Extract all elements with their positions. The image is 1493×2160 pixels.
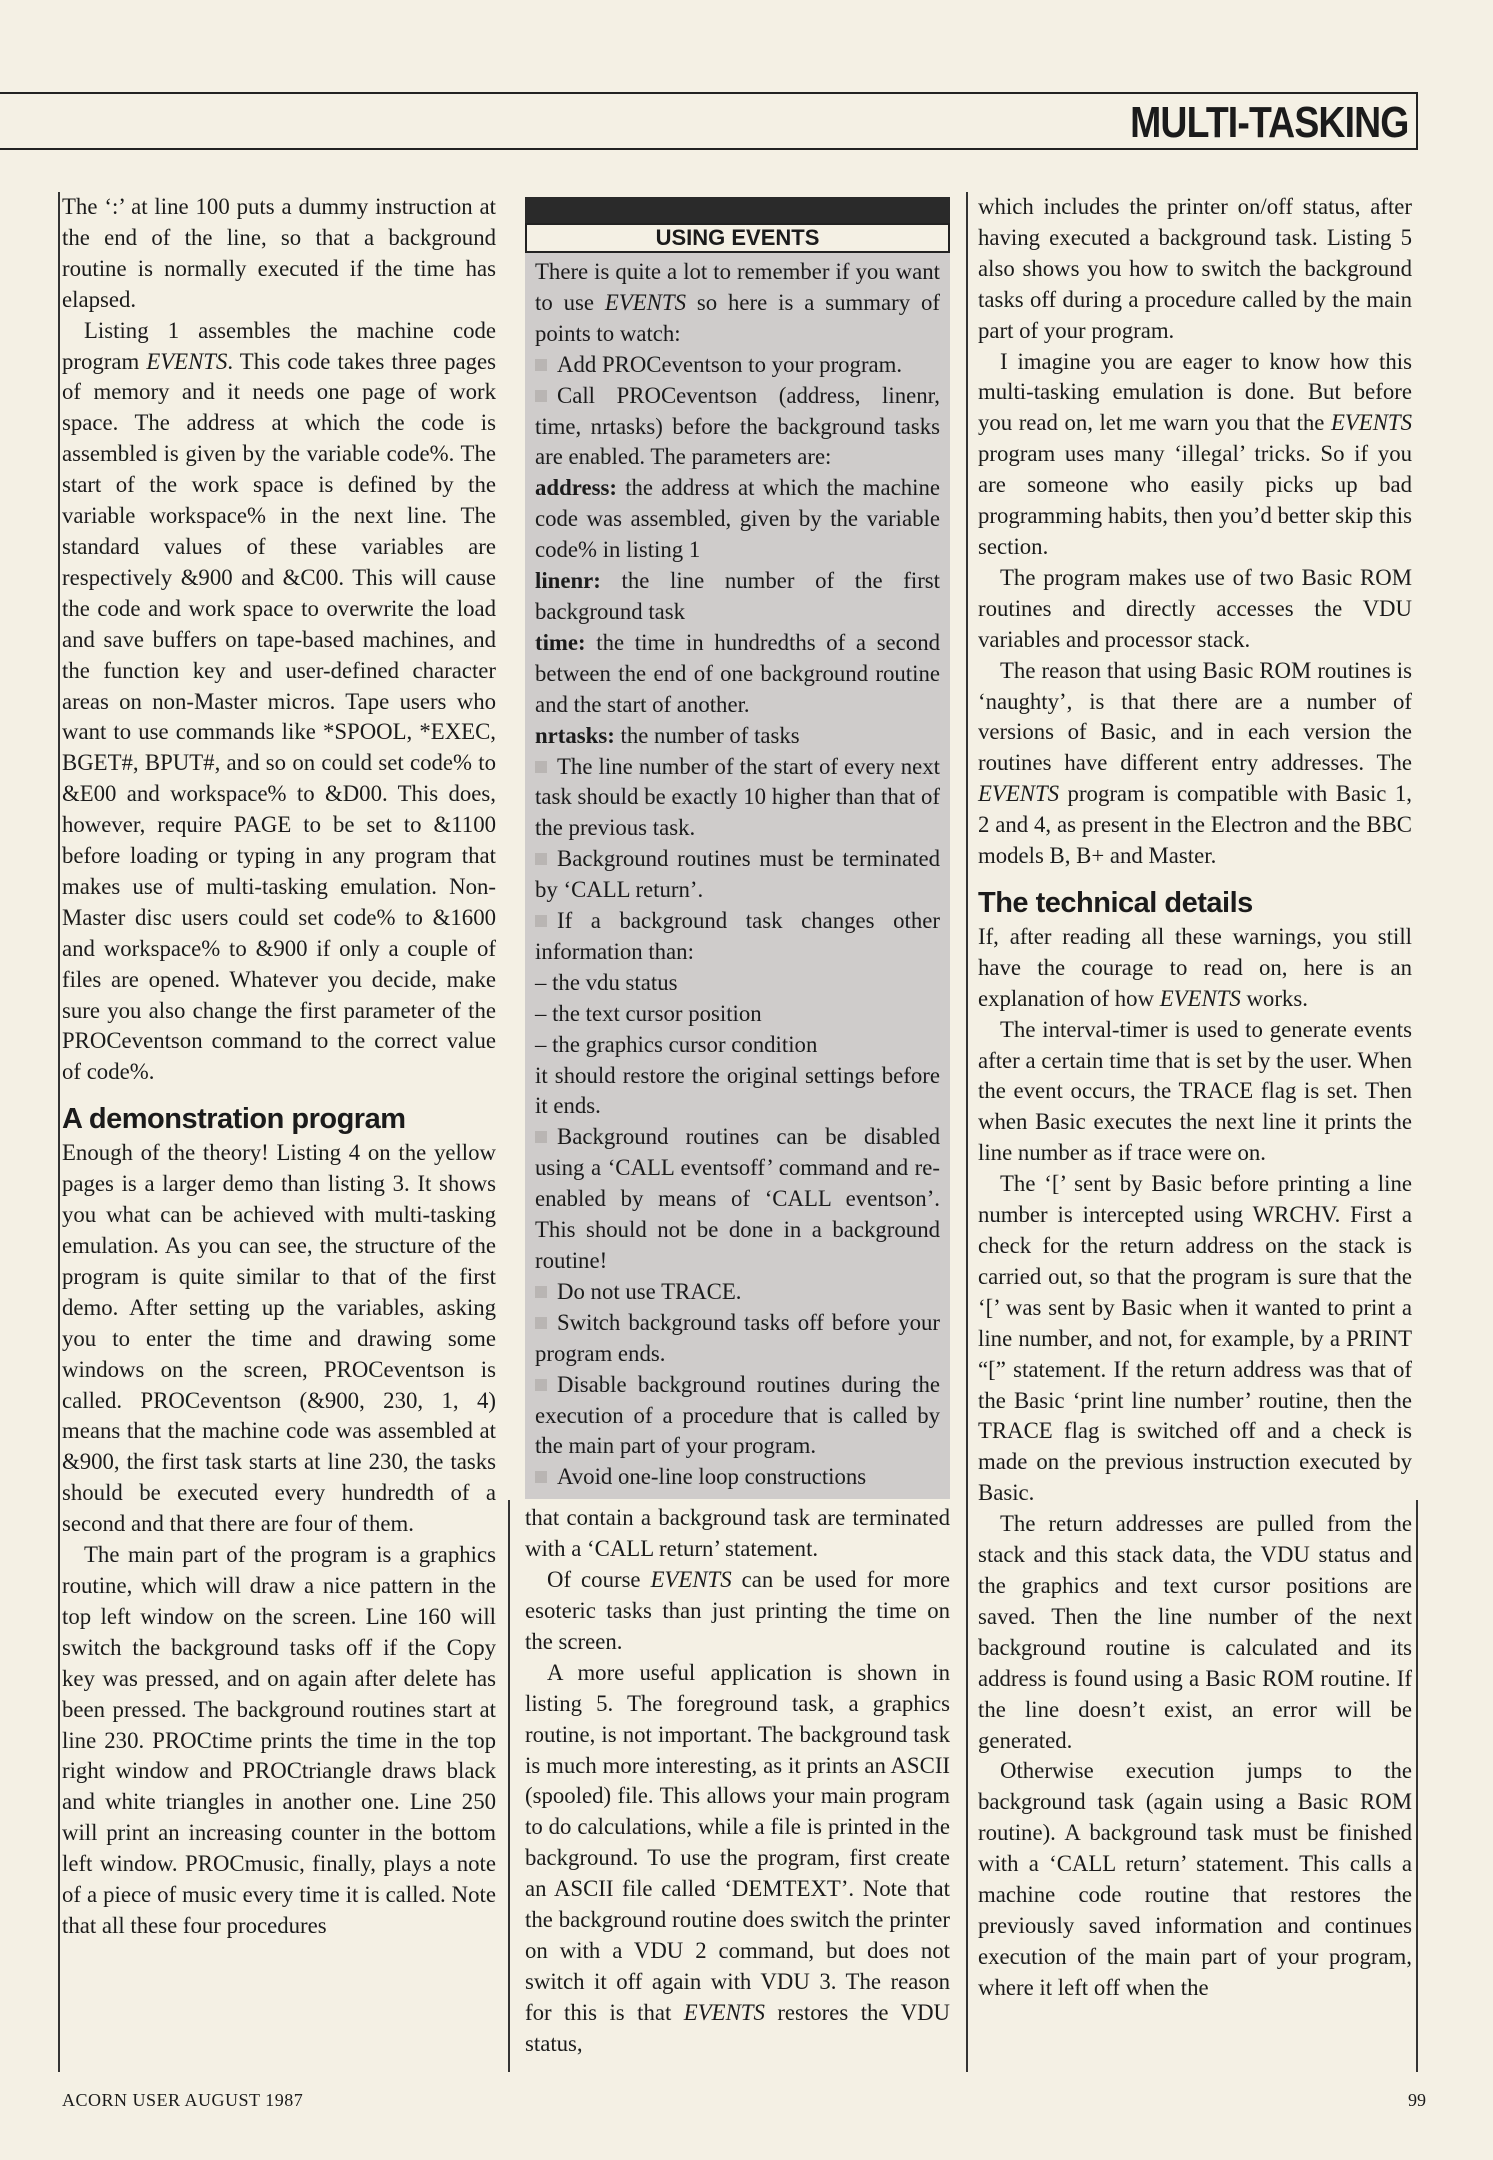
paragraph: If, after reading all these warnings, you still have the courage to read on, here is an explanation of how EVENTS works.	[978, 923, 1412, 1011]
box-param: time: the time in hundredths of a second between the end of one background routine and the start of another.	[535, 629, 940, 717]
article-column-3	[978, 192, 1412, 2004]
section-title: MULTI-TASKING	[1130, 98, 1409, 147]
box-dash-item: – the text cursor position	[535, 1000, 762, 1026]
box-dash-item: – the vdu status	[535, 969, 678, 995]
paragraph: Of course EVENTS can be used for more esoteric tasks than just printing the time on the screen.	[525, 1567, 950, 1654]
paragraph: Otherwise execution jumps to the background task (again using a Basic ROM routine). A background task must be finished with a ‘CALL return’ statement. This calls a machine code routine that restores the previously saved information and continues execution of the main part of your program, where it left off when the	[978, 1758, 1412, 2000]
bullet-icon	[535, 915, 547, 927]
box-bullet: Background routines can be disabled using a ‘CALL eventsoff’ command and re-enabled by means of ‘CALL eventson’. This should not be done in a background routine!	[535, 1124, 940, 1273]
paragraph: The main part of the program is a graphics routine, which will draw a nice pattern in the top left window on the screen. Line 160 will switch the background tasks off if the Copy key was pressed, and on again after delete has been pressed. The background routines start at line 230. PROCtime prints the time in the top right window and PROCtriangle draws black and white triangles in another one. Line 250 will print an increasing counter in the bottom left window. PROCmusic, finally, plays a note of a piece of music every time it is called. Note that all these four procedures	[62, 1542, 496, 1938]
article-column-2	[525, 197, 950, 2060]
bullet-icon	[535, 1471, 547, 1483]
bullet-icon	[535, 1317, 547, 1329]
bullet-icon	[535, 1379, 547, 1391]
sidebar-box-using-events	[525, 197, 950, 1499]
box-text: it should restore the original settings before it ends.	[535, 1062, 940, 1119]
paragraph: Listing 1 assembles the machine code program EVENTS. This code takes three pages of memory and it needs one page of work space. The address at which the code is assembled is given by the variable code%. The start of the work space is defined by the variable workspace% in the next line. The standard values of these variables are respectively &900 and &C00. This will cause the code and work space to overwrite the load and save buffers on tape-based machines, and the function key and user-defined character areas on non-Master micros. Tape users who want to use commands like *SPOOL, *EXEC, BGET#, BPUT#, and so on could set code% to &E00 and workspace% to &D00. This does, however, require PAGE to be set to &1100 before loading or typing in any program that makes use of multi-tasking emulation. Non-Master disc users could set code% to &1600 and workspace% to &900 if only a couple of files are opened. Whatever you decide, make sure you also change the first parameter of the PROCeventson command to the correct value of code%.	[62, 317, 496, 1085]
paragraph: The interval-timer is used to generate events after a certain time that is set by the user. When the event occurs, the TRACE flag is set. Then when Basic executes the next line it prints the line number as if trace were on.	[978, 1016, 1412, 1166]
paragraph: which includes the printer on/off status, after having executed a background task. Listing 5 also shows you how to switch the background tasks off during a procedure called by the main part of your program.	[978, 194, 1412, 343]
bullet-icon	[535, 761, 547, 773]
bullet-icon	[535, 1286, 547, 1298]
box-bullet: The line number of the start of every next task should be exactly 10 higher than that of the previous task.	[535, 753, 940, 841]
bullet-icon	[535, 853, 547, 865]
bullet-icon	[535, 390, 547, 402]
header-rule-bottom	[0, 148, 1418, 150]
box-bullet: Disable background routines during the execution of a procedure that is called by the main part of your program.	[535, 1371, 940, 1459]
box-param: linenr: the line number of the first background task	[535, 568, 940, 624]
paragraph: The program makes use of two Basic ROM routines and directly accesses the VDU variables and processor stack.	[978, 564, 1412, 652]
box-bullet: Background routines must be terminated by ‘CALL return’.	[535, 846, 940, 903]
box-bullet: If a background task changes other information than:	[535, 908, 940, 964]
box-param: nrtasks: the number of tasks	[535, 722, 800, 748]
box-bullet: Switch background tasks off before your program ends.	[535, 1309, 940, 1366]
subheading-demonstration: A demonstration program	[62, 1103, 406, 1136]
column-rule-middle-right	[966, 192, 968, 2072]
box-dash-item: – the graphics cursor condition	[535, 1031, 818, 1057]
article-column-1	[62, 192, 496, 1942]
column-rule-right	[1416, 1500, 1418, 2072]
column-rule-middle-left	[508, 1500, 510, 2072]
box-bullet: Add PROCeventson to your program.	[535, 350, 940, 381]
box-bullet: Avoid one-line loop constructions	[535, 1462, 940, 1493]
box-header-bar	[525, 197, 950, 223]
box-title: USING EVENTS	[525, 223, 950, 253]
footer-page-number: 99	[1408, 2090, 1426, 2110]
column-rule-left	[58, 192, 60, 2072]
paragraph: Enough of the theory! Listing 4 on the yellow pages is a larger demo than listing 3. It shows you what can be achieved with multi-tasking emulation. As you can see, the structure of the program is quite similar to that of the first demo. After setting up the variables, asking you to enter the time and drawing some windows on the screen, PROCeventson is called. PROCeventson (&900, 230, 1, 4) means that the machine code was assembled at &900, the first task starts at line 230, the tasks should be executed every hundredth of a second and that there are four of them.	[62, 1140, 496, 1537]
box-bullet: Call PROCeventson (address, linenr, time, nrtasks) before the background tasks are enabled. The parameters are:	[535, 382, 940, 470]
paragraph: A more useful application is shown in listing 5. The foreground task, a graphics routine, is not important. The background task is much more interesting, as it prints an ASCII (spooled) file. This allows your main program to do calculations, while a file is printed in the background. To use the program, first create an ASCII file called ‘DEMTEXT’. Note that the background routine does switch the printer on with a VDU 2 command, but does not switch it off again with VDU 3. The reason for this is that EVENTS restores the VDU status,	[525, 1659, 950, 2056]
bullet-icon	[535, 1131, 547, 1143]
paragraph: The reason that using Basic ROM routines is ‘naughty’, is that there are a number of versions of Basic, and in each version the routines have different entry addresses. The EVENTS program is compatible with Basic 1, 2 and 4, as present in the Electron and the BBC models B, B+ and Master.	[978, 657, 1412, 869]
subheading-technical-details: The technical details	[978, 886, 1253, 919]
box-intro: There is quite a lot to remember if you want to use EVENTS so here is a summary of points to watch:	[535, 259, 940, 346]
footer-publication: ACORN USER AUGUST 1987	[62, 2090, 304, 2110]
header-rule-right	[1416, 92, 1418, 150]
box-bullet: Do not use TRACE.	[535, 1277, 940, 1308]
paragraph: The ‘[’ sent by Basic before printing a line number is intercepted using WRCHV. First a check for the return address on the stack is carried out, so that the program is sure that the ‘[’ was sent by Basic when it wanted to print a line number, and not, for example, by a PRINT “[” statement. If the return address was that of the Basic ‘print line number’ routine, then the TRACE flag is switched off and a check is made on the previous instruction executed by Basic.	[978, 1171, 1412, 1506]
box-param: address: the address at which the machine code was assembled, given by the variable code% in listing 1	[535, 475, 940, 563]
paragraph: I imagine you are eager to know how this multi-tasking emulation is done. But before you read on, let me warn you that the EVENTS program uses many ‘illegal’ tricks. So if you are someone who easily picks up bad programming habits, then you’d better skip this section.	[978, 348, 1412, 559]
paragraph: The return addresses are pulled from the stack and this stack data, the VDU status and the graphics and text cursor positions are saved. Then the line number of the next background routine is calculated and its address is found using a Basic ROM routine. If the line doesn’t exist, an error will be generated.	[978, 1511, 1412, 1753]
paragraph: that contain a background task are terminated with a ‘CALL return’ statement.	[525, 1505, 950, 1562]
header-rule-top	[0, 92, 1418, 94]
paragraph: The ‘:’ at line 100 puts a dummy instruction at the end of the line, so that a background routine is normally executed if the time has elapsed.	[62, 194, 496, 312]
bullet-icon	[535, 359, 547, 371]
